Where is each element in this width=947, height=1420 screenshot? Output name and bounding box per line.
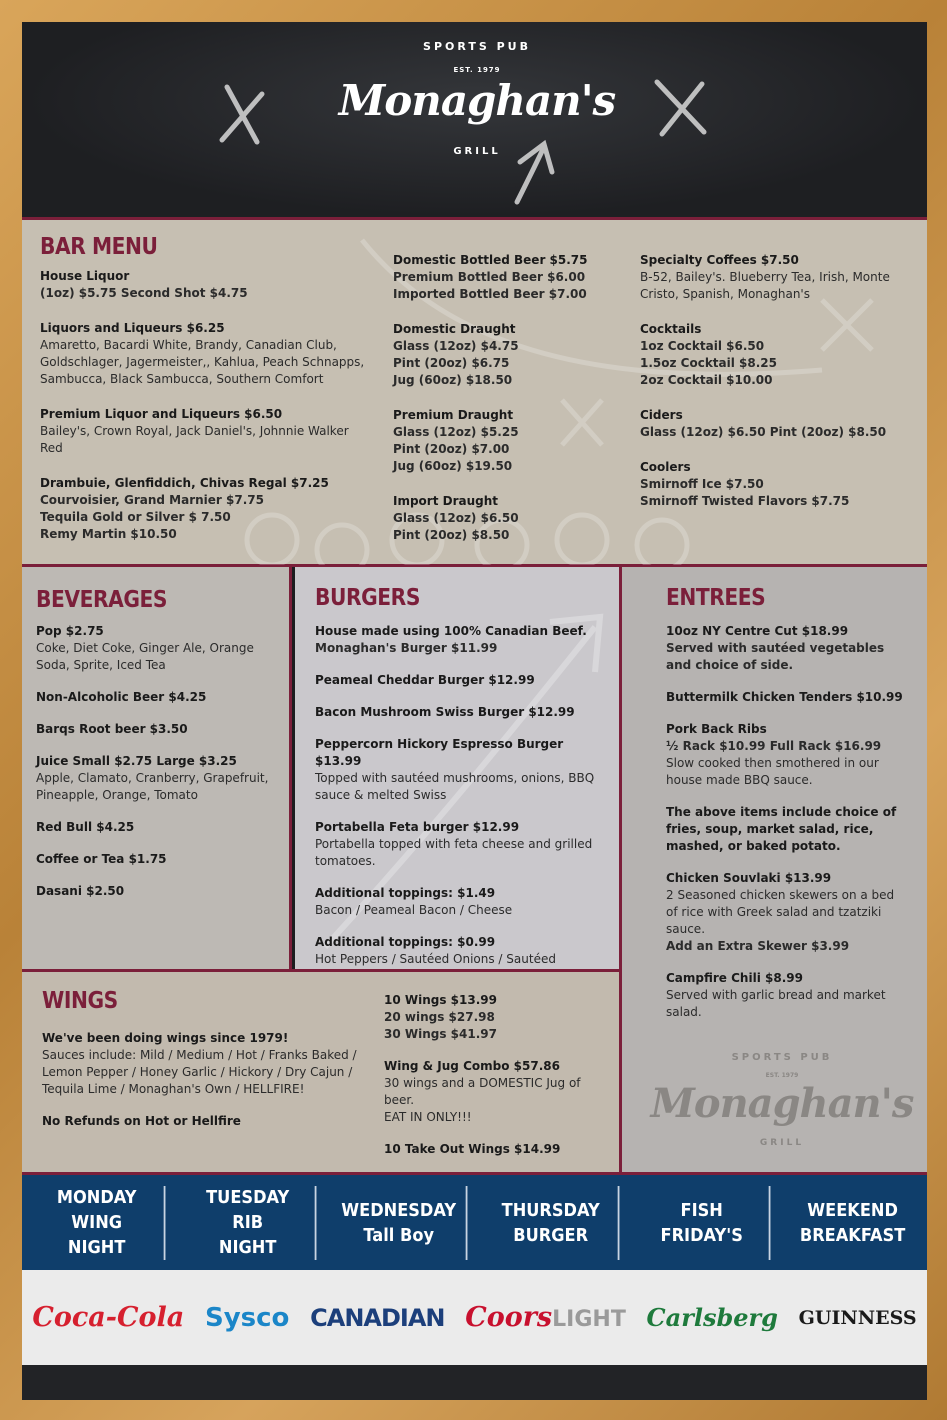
menu-item-description: Glass (12oz) $6.50 Pint (20oz) $8.50 xyxy=(640,425,887,439)
beverages-panel xyxy=(22,567,292,969)
menu-item-heading: Additional toppings: $0.99 xyxy=(315,935,496,949)
watermark-est: EST. 1979 xyxy=(765,1072,799,1079)
menu-item-heading: Pork Back Ribs xyxy=(666,722,767,736)
menu-item-heading: Chicken Souvlaki $13.99 xyxy=(666,871,832,885)
menu-board xyxy=(22,22,927,1400)
menu-item-description: (1oz) $5.75 Second Shot $4.75 xyxy=(40,286,248,300)
special-5: WEEKEND BREAKFAST xyxy=(799,1199,906,1246)
menu-item-heading: We've been doing wings since 1979! xyxy=(42,1031,289,1045)
menu-item-description: Hot Peppers / Sautéed Onions / Sautéed xyxy=(315,952,556,966)
menu-item xyxy=(36,689,276,706)
menu-item-description: B-52, Bailey's. Blueberry Tea, Irish, Monte Cristo, Spanish, Monaghan's xyxy=(640,270,890,301)
sysco-logo: Sysco xyxy=(204,1302,290,1333)
menu-item-description: Smirnoff Ice $7.50 Smirnoff Twisted Flavors $7.75 xyxy=(640,477,850,508)
menu-item-heading: The above items include choice of fries, soup, market salad, rice, mashed, or baked potato. xyxy=(666,805,897,853)
special-2: WEDNESDAY Tall Boy xyxy=(332,1186,468,1260)
menu-item xyxy=(666,870,906,955)
menu-item-description: Glass (12oz) $6.50 Pint (20oz) $8.50 xyxy=(393,511,519,542)
menu-item xyxy=(42,1113,362,1130)
menu-item-heading: Bacon Mushroom Swiss Burger $12.99 xyxy=(315,705,575,719)
menu-item-description: Courvoisier, Grand Marnier $7.75 Tequila Gold or Silver $ 7.50 Remy Martin $10.50 xyxy=(40,493,264,541)
coors-light-logo xyxy=(465,1302,626,1333)
menu-item-description: Amaretto, Bacardi White, Brandy, Canadian Club, Goldschlager, Jagermeister,, Kahlua, Peach Schnapps, Sambucca, Black Sambucca, Southern Comfort xyxy=(40,338,365,386)
menu-item-heading: Barqs Root beer $3.50 xyxy=(36,722,188,736)
menu-item-heading: Premium Liquor and Liqueurs $6.50 xyxy=(40,407,283,421)
beverages-list xyxy=(36,623,276,915)
menu-item-heading: Red Bull $4.25 xyxy=(36,820,135,834)
menu-item-description: Monaghan's Burger $11.99 xyxy=(315,641,498,655)
menu-item xyxy=(36,819,276,836)
molson-canadian-logo: CANADIAN xyxy=(310,1303,445,1332)
logo-grill: GRILL xyxy=(453,146,501,157)
menu-item-heading: Wing & Jug Combo $57.86 xyxy=(384,1059,560,1073)
special-1: TUESDAY RIB NIGHT xyxy=(181,1186,317,1260)
menu-item-heading: Buttermilk Chicken Tenders $10.99 xyxy=(666,690,903,704)
menu-item-heading: Portabella Feta burger $12.99 xyxy=(315,820,520,834)
menu-item-heading: Drambuie, Glenfiddich, Chivas Regal $7.25 xyxy=(40,476,329,490)
menu-item-heading: Pop $2.75 xyxy=(36,624,104,638)
menu-item-description: Portabella topped with feta cheese and grilled tomatoes. xyxy=(315,837,593,868)
menu-item xyxy=(315,704,610,721)
menu-item-description: Served with sautéed vegetables and choice of side. xyxy=(666,641,885,672)
menu-item xyxy=(393,493,618,544)
coors-text: Coors xyxy=(465,1302,553,1333)
bar-menu-title: BAR MENU xyxy=(40,234,158,260)
coca-cola-logo: Coca-Cola xyxy=(32,1302,185,1333)
menu-item xyxy=(640,459,910,510)
special-0: MONDAY WING NIGHT xyxy=(30,1186,166,1260)
menu-item-description: 30 wings and a DOMESTIC Jug of beer. EAT IN ONLY!!! xyxy=(384,1076,581,1124)
menu-item-heading: Ciders xyxy=(640,408,683,422)
menu-item-heading: Premium Draught xyxy=(393,408,514,422)
menu-item xyxy=(40,406,375,457)
menu-item xyxy=(640,321,910,389)
menu-item-note: Add an Extra Skewer $3.99 xyxy=(666,939,850,953)
sponsors-bar xyxy=(22,1270,927,1365)
menu-item xyxy=(384,1141,584,1158)
logo-sports-pub: SPORTS PUB xyxy=(423,40,531,53)
menu-item xyxy=(42,1030,362,1098)
menu-item xyxy=(40,475,375,543)
menu-item xyxy=(666,970,906,1021)
menu-item xyxy=(36,623,276,674)
menu-item-heading: Domestic Draught xyxy=(393,322,516,336)
watermark-logo xyxy=(647,1052,917,1152)
bar-menu-column-1 xyxy=(40,268,375,561)
menu-item xyxy=(36,753,276,804)
menu-item-heading: Campfire Chili $8.99 xyxy=(666,971,803,985)
menu-item-description: 1oz Cocktail $6.50 1.5oz Cocktail $8.25 2oz Cocktail $10.00 xyxy=(640,339,778,387)
menu-item-heading: House made using 100% Canadian Beef. xyxy=(315,624,587,638)
menu-item-description: Apple, Clamato, Cranberry, Grapefruit, Pineapple, Orange, Tomato xyxy=(36,771,269,802)
menu-item xyxy=(393,407,618,475)
menu-item-heading: Coolers xyxy=(640,460,691,474)
beverages-title: BEVERAGES xyxy=(36,587,168,613)
menu-item xyxy=(36,883,276,900)
entrees-title: ENTREES xyxy=(666,585,766,611)
bar-menu-column-2 xyxy=(393,252,618,562)
burgers-list xyxy=(315,623,610,1000)
menu-item xyxy=(384,992,584,1043)
menu-item-description: Served with garlic bread and market salad. xyxy=(666,988,886,1019)
menu-item-description: Coke, Diet Coke, Ginger Ale, Orange Soda, Sprite, Iced Tea xyxy=(36,641,254,672)
menu-item xyxy=(315,672,610,689)
menu-item xyxy=(315,736,610,804)
menu-item-description: Bailey's, Crown Royal, Jack Daniel's, Johnnie Walker Red xyxy=(40,424,349,455)
menu-item-description: Sauces include: Mild / Medium / Hot / Franks Baked / Lemon Pepper / Honey Garlic / Hickory / Dry Cajun / Tequila Lime / Monaghan's Own / HELLFIRE! xyxy=(42,1048,357,1096)
wings-right-column xyxy=(384,992,584,1173)
menu-item-description: Glass (12oz) $5.25 Pint (20oz) $7.00 Jug (60oz) $19.50 xyxy=(393,425,519,473)
logo-est: EST. 1979 xyxy=(453,66,501,74)
menu-item xyxy=(666,804,906,855)
carlsberg-logo: Carlsberg xyxy=(646,1303,778,1332)
menu-item xyxy=(666,721,906,789)
menu-item-heading: Specialty Coffees $7.50 xyxy=(640,253,799,267)
menu-item xyxy=(36,721,276,738)
menu-item-heading: 10 Take Out Wings $14.99 xyxy=(384,1142,561,1156)
menu-item-heading: Peameal Cheddar Burger $12.99 xyxy=(315,673,535,687)
wings-left-column xyxy=(42,1030,362,1145)
watermark-sports-pub: SPORTS PUB xyxy=(731,1052,833,1063)
menu-item-heading: Non-Alcoholic Beer $4.25 xyxy=(36,690,207,704)
menu-item-heading: Cocktails xyxy=(640,322,702,336)
menu-item xyxy=(393,252,618,303)
menu-item xyxy=(36,851,276,868)
bar-menu-column-3 xyxy=(640,252,910,528)
menu-item xyxy=(384,1058,584,1126)
menu-item-heading: House Liquor xyxy=(40,269,130,283)
menu-item-description: Topped with sautéed mushrooms, onions, BBQ sauce & melted Swiss xyxy=(315,771,595,802)
menu-item-note: Slow cooked then smothered in our house made BBQ sauce. xyxy=(666,756,879,787)
menu-item-heading: Liquors and Liqueurs $6.25 xyxy=(40,321,225,335)
menu-item xyxy=(40,268,375,302)
burgers-title: BURGERS xyxy=(315,585,420,611)
watermark-name: Monaghan's xyxy=(650,1080,914,1127)
menu-item-description: Premium Bottled Beer $6.00 Imported Bottled Beer $7.00 xyxy=(393,270,587,301)
menu-item-description: Glass (12oz) $4.75 Pint (20oz) $6.75 Jug (60oz) $18.50 xyxy=(393,339,519,387)
menu-item xyxy=(40,320,375,388)
menu-item xyxy=(393,321,618,389)
header xyxy=(22,22,927,217)
weekly-specials-bar xyxy=(22,1172,927,1270)
menu-item xyxy=(666,623,906,674)
light-text: LIGHT xyxy=(552,1307,626,1332)
bar-menu-panel xyxy=(22,217,927,567)
logo xyxy=(332,34,622,174)
menu-item-description: 2 Seasoned chicken skewers on a bed of rice with Greek salad and tzatziki sauce. xyxy=(666,888,895,936)
guinness-logo: GUINNESS xyxy=(798,1306,917,1329)
wings-title: WINGS xyxy=(42,988,118,1014)
burgers-panel xyxy=(295,567,622,969)
menu-item-heading: Import Draught xyxy=(393,494,499,508)
menu-item xyxy=(315,885,610,919)
menu-item xyxy=(666,689,906,706)
menu-item-heading: 10oz NY Centre Cut $18.99 xyxy=(666,624,849,638)
menu-item xyxy=(315,819,610,870)
bottom-chalk-strip xyxy=(22,1365,927,1400)
menu-item-heading: Dasani $2.50 xyxy=(36,884,125,898)
logo-name: Monaghan's xyxy=(338,76,616,125)
menu-item-heading: 10 Wings $13.99 xyxy=(384,993,497,1007)
menu-item-description: Bacon / Peameal Bacon / Cheese xyxy=(315,903,513,917)
menu-item-description: ½ Rack $10.99 Full Rack $16.99 xyxy=(666,739,882,753)
menu-item-heading: Additional toppings: $1.49 xyxy=(315,886,496,900)
entrees-list xyxy=(666,623,906,1036)
special-4: FISH FRIDAY'S xyxy=(634,1186,770,1260)
watermark-grill: GRILL xyxy=(759,1138,805,1148)
menu-item xyxy=(315,623,610,657)
menu-item-heading: Coffee or Tea $1.75 xyxy=(36,852,167,866)
menu-item-heading: Peppercorn Hickory Espresso Burger $13.99 xyxy=(315,737,564,768)
menu-item-description: 20 wings $27.98 30 Wings $41.97 xyxy=(384,1010,497,1041)
menu-item-heading: No Refunds on Hot or Hellfire xyxy=(42,1114,241,1128)
menu-item xyxy=(640,252,910,303)
menu-item xyxy=(640,407,910,441)
special-3: THURSDAY BURGER xyxy=(483,1186,619,1260)
menu-item-heading: Domestic Bottled Beer $5.75 xyxy=(393,253,588,267)
wings-panel xyxy=(22,969,622,1172)
menu-item-heading: Juice Small $2.75 Large $3.25 xyxy=(36,754,237,768)
